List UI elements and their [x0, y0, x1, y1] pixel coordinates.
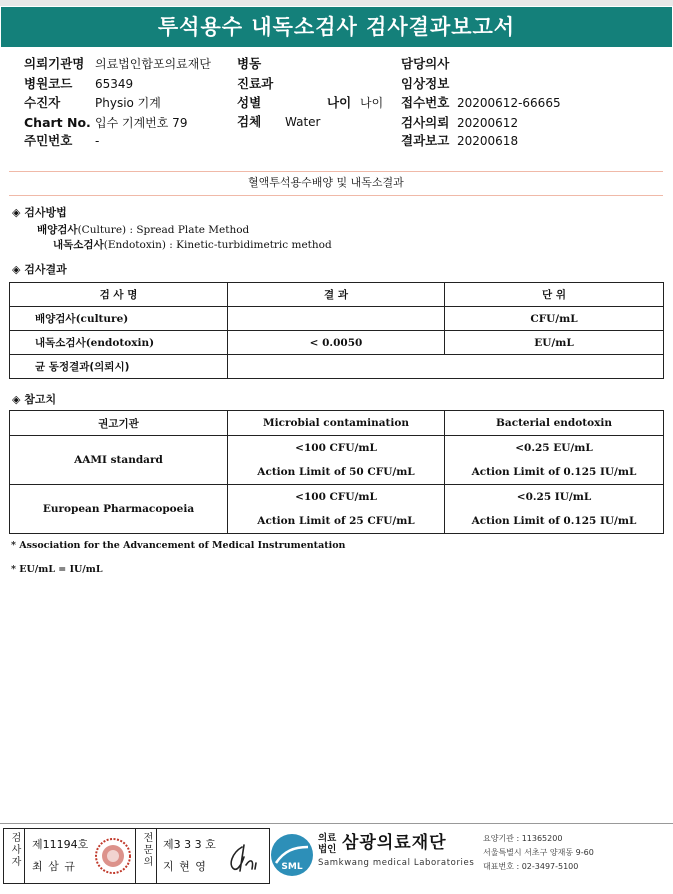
reference-endotoxin	[445, 485, 664, 534]
results-test-name-ko: 내독소검사	[35, 337, 86, 349]
specimen-label: 검체	[237, 114, 262, 129]
patient-value: Physio 기계	[95, 96, 161, 110]
footnote-unit: * EU/mL = IU/mL	[11, 564, 103, 575]
section-separator-bottom	[9, 195, 663, 196]
hospital-code-label: 병원코드	[24, 76, 73, 91]
examiner-label-column	[4, 829, 25, 883]
results-test-name-ko: 배양검사	[35, 313, 76, 325]
specialist-signature-icon	[224, 841, 264, 875]
results-value: < 0.0050	[228, 331, 445, 355]
top-border	[0, 0, 673, 6]
resident-no-value: -	[95, 134, 100, 148]
table-row	[10, 485, 664, 534]
dept-label: 진료과	[237, 76, 274, 91]
results-header-row	[10, 283, 664, 307]
examiner-seal-icon	[94, 837, 132, 875]
reference-microbial	[228, 485, 445, 534]
method-culture	[37, 224, 249, 237]
clinical-info-label: 임상정보	[401, 76, 450, 91]
method-endotoxin	[53, 239, 332, 252]
hospital-code-value: 65349	[95, 77, 134, 91]
age-value: 나이	[360, 96, 384, 110]
results-test-name	[10, 331, 228, 355]
request-date-label: 검사의뢰	[401, 115, 450, 130]
examiner-label: 검사자	[9, 832, 20, 868]
table-row	[10, 436, 664, 485]
reference-endotoxin	[445, 436, 664, 485]
section-title: 혈액투석용수배양 및 내독소결과	[248, 176, 404, 189]
chart-no-label: Chart No.	[24, 115, 91, 130]
resident-no-label: 주민번호	[24, 133, 73, 148]
institution-value: 의료법인합포의료재단	[95, 57, 211, 71]
receipt-no-value: 20200612-66665	[457, 96, 561, 110]
examiner-name: 최 삼 규	[32, 860, 76, 873]
specialist-label: 전문의	[141, 832, 152, 868]
specialist-name: 지 현 영	[163, 860, 207, 873]
footnote-aami: * Association for the Advancement of Medical Instrumentation	[11, 540, 346, 551]
reference-microbial	[228, 436, 445, 485]
reference-microbial-limit: <100 CFU/mL	[295, 491, 377, 503]
method-heading: ◈ 검사방법	[12, 206, 67, 219]
reference-heading: ◈ 참고치	[12, 393, 57, 406]
method-culture-en: (Culture) : Spread Plate Method	[77, 224, 250, 236]
results-col-unit: 단 위	[445, 283, 664, 307]
corp-type	[318, 833, 336, 855]
sex-label: 성별	[237, 95, 262, 110]
results-col-test: 검 사 명	[10, 283, 228, 307]
logo-text: SML	[281, 862, 303, 872]
results-test-name	[10, 307, 228, 331]
doctor-label: 담당의사	[401, 56, 450, 71]
results-col-result: 결 과	[228, 283, 445, 307]
results-value	[228, 307, 445, 331]
table-row	[10, 355, 664, 379]
request-date-value: 20200612	[457, 116, 519, 130]
sml-logo-icon	[270, 833, 314, 877]
reference-microbial-limit: <100 CFU/mL	[295, 442, 377, 454]
reference-header-row	[10, 411, 664, 436]
examiner-license: 제11194호	[32, 838, 89, 851]
footer-divider	[0, 823, 673, 824]
report-title: 투석용수 내독소검사 검사결과보고서	[1, 7, 672, 47]
table-row	[10, 331, 664, 355]
specialist-label-column	[135, 829, 157, 883]
corp-type-2: 법인	[318, 844, 337, 855]
reference-org: AAMI standard	[10, 436, 228, 485]
ward-label: 병동	[237, 56, 262, 71]
chart-no-value: 입수 기계번호 79	[95, 116, 188, 130]
reference-col-org: 권고기관	[10, 411, 228, 436]
identification-value	[228, 355, 664, 379]
age-label: 나이	[327, 95, 352, 110]
receipt-no-label: 접수번호	[401, 95, 450, 110]
contact-phone: 대표번호 : 02-3497-5100	[483, 862, 579, 871]
section-separator-top	[9, 171, 663, 172]
corp-name: 삼광의료재단	[342, 833, 447, 853]
reference-endotoxin-limit: <0.25 IU/mL	[516, 491, 592, 503]
institution-label: 의뢰기관명	[24, 56, 85, 71]
reference-col-microbial: Microbial contamination	[228, 411, 445, 436]
method-endotoxin-ko: 내독소검사	[53, 239, 104, 251]
method-endotoxin-en: (Endotoxin) : Kinetic-turbidimetric method	[103, 239, 332, 251]
specialist-license: 제3 3 3 호	[163, 838, 216, 851]
results-heading: ◈ 검사결과	[12, 263, 67, 276]
reference-endotoxin-action: Action Limit of 0.125 IU/mL	[471, 515, 637, 527]
results-test-name-en: (endotoxin)	[85, 337, 155, 349]
method-culture-ko: 배양검사	[37, 224, 78, 236]
results-table	[9, 282, 664, 379]
reference-org: European Pharmacopoeia	[10, 485, 228, 534]
table-row	[10, 307, 664, 331]
report-date-value: 20200618	[457, 134, 519, 148]
contact-address: 서울특별시 서초구 양재동 9-60	[483, 848, 594, 857]
reference-microbial-action: Action Limit of 25 CFU/mL	[257, 515, 415, 527]
reference-col-endotoxin: Bacterial endotoxin	[445, 411, 664, 436]
corp-name-en: Samkwang medical Laboratories	[318, 858, 475, 868]
reference-microbial-action: Action Limit of 50 CFU/mL	[257, 466, 415, 478]
contact-code: 요양기관 : 11365200	[483, 834, 563, 843]
results-unit: CFU/mL	[445, 307, 664, 331]
results-test-name-en: (culture)	[75, 313, 129, 325]
reference-endotoxin-limit: <0.25 EU/mL	[515, 442, 593, 454]
identification-label: 균 동정결과(의뢰시)	[10, 355, 228, 379]
corp-type-1: 의료	[318, 833, 337, 844]
specimen-value: Water	[285, 115, 321, 129]
patient-label: 수진자	[24, 95, 61, 110]
signature-box	[3, 828, 270, 884]
results-unit: EU/mL	[445, 331, 664, 355]
reference-table	[9, 410, 664, 534]
reference-endotoxin-action: Action Limit of 0.125 IU/mL	[471, 466, 637, 478]
report-date-label: 결과보고	[401, 133, 450, 148]
